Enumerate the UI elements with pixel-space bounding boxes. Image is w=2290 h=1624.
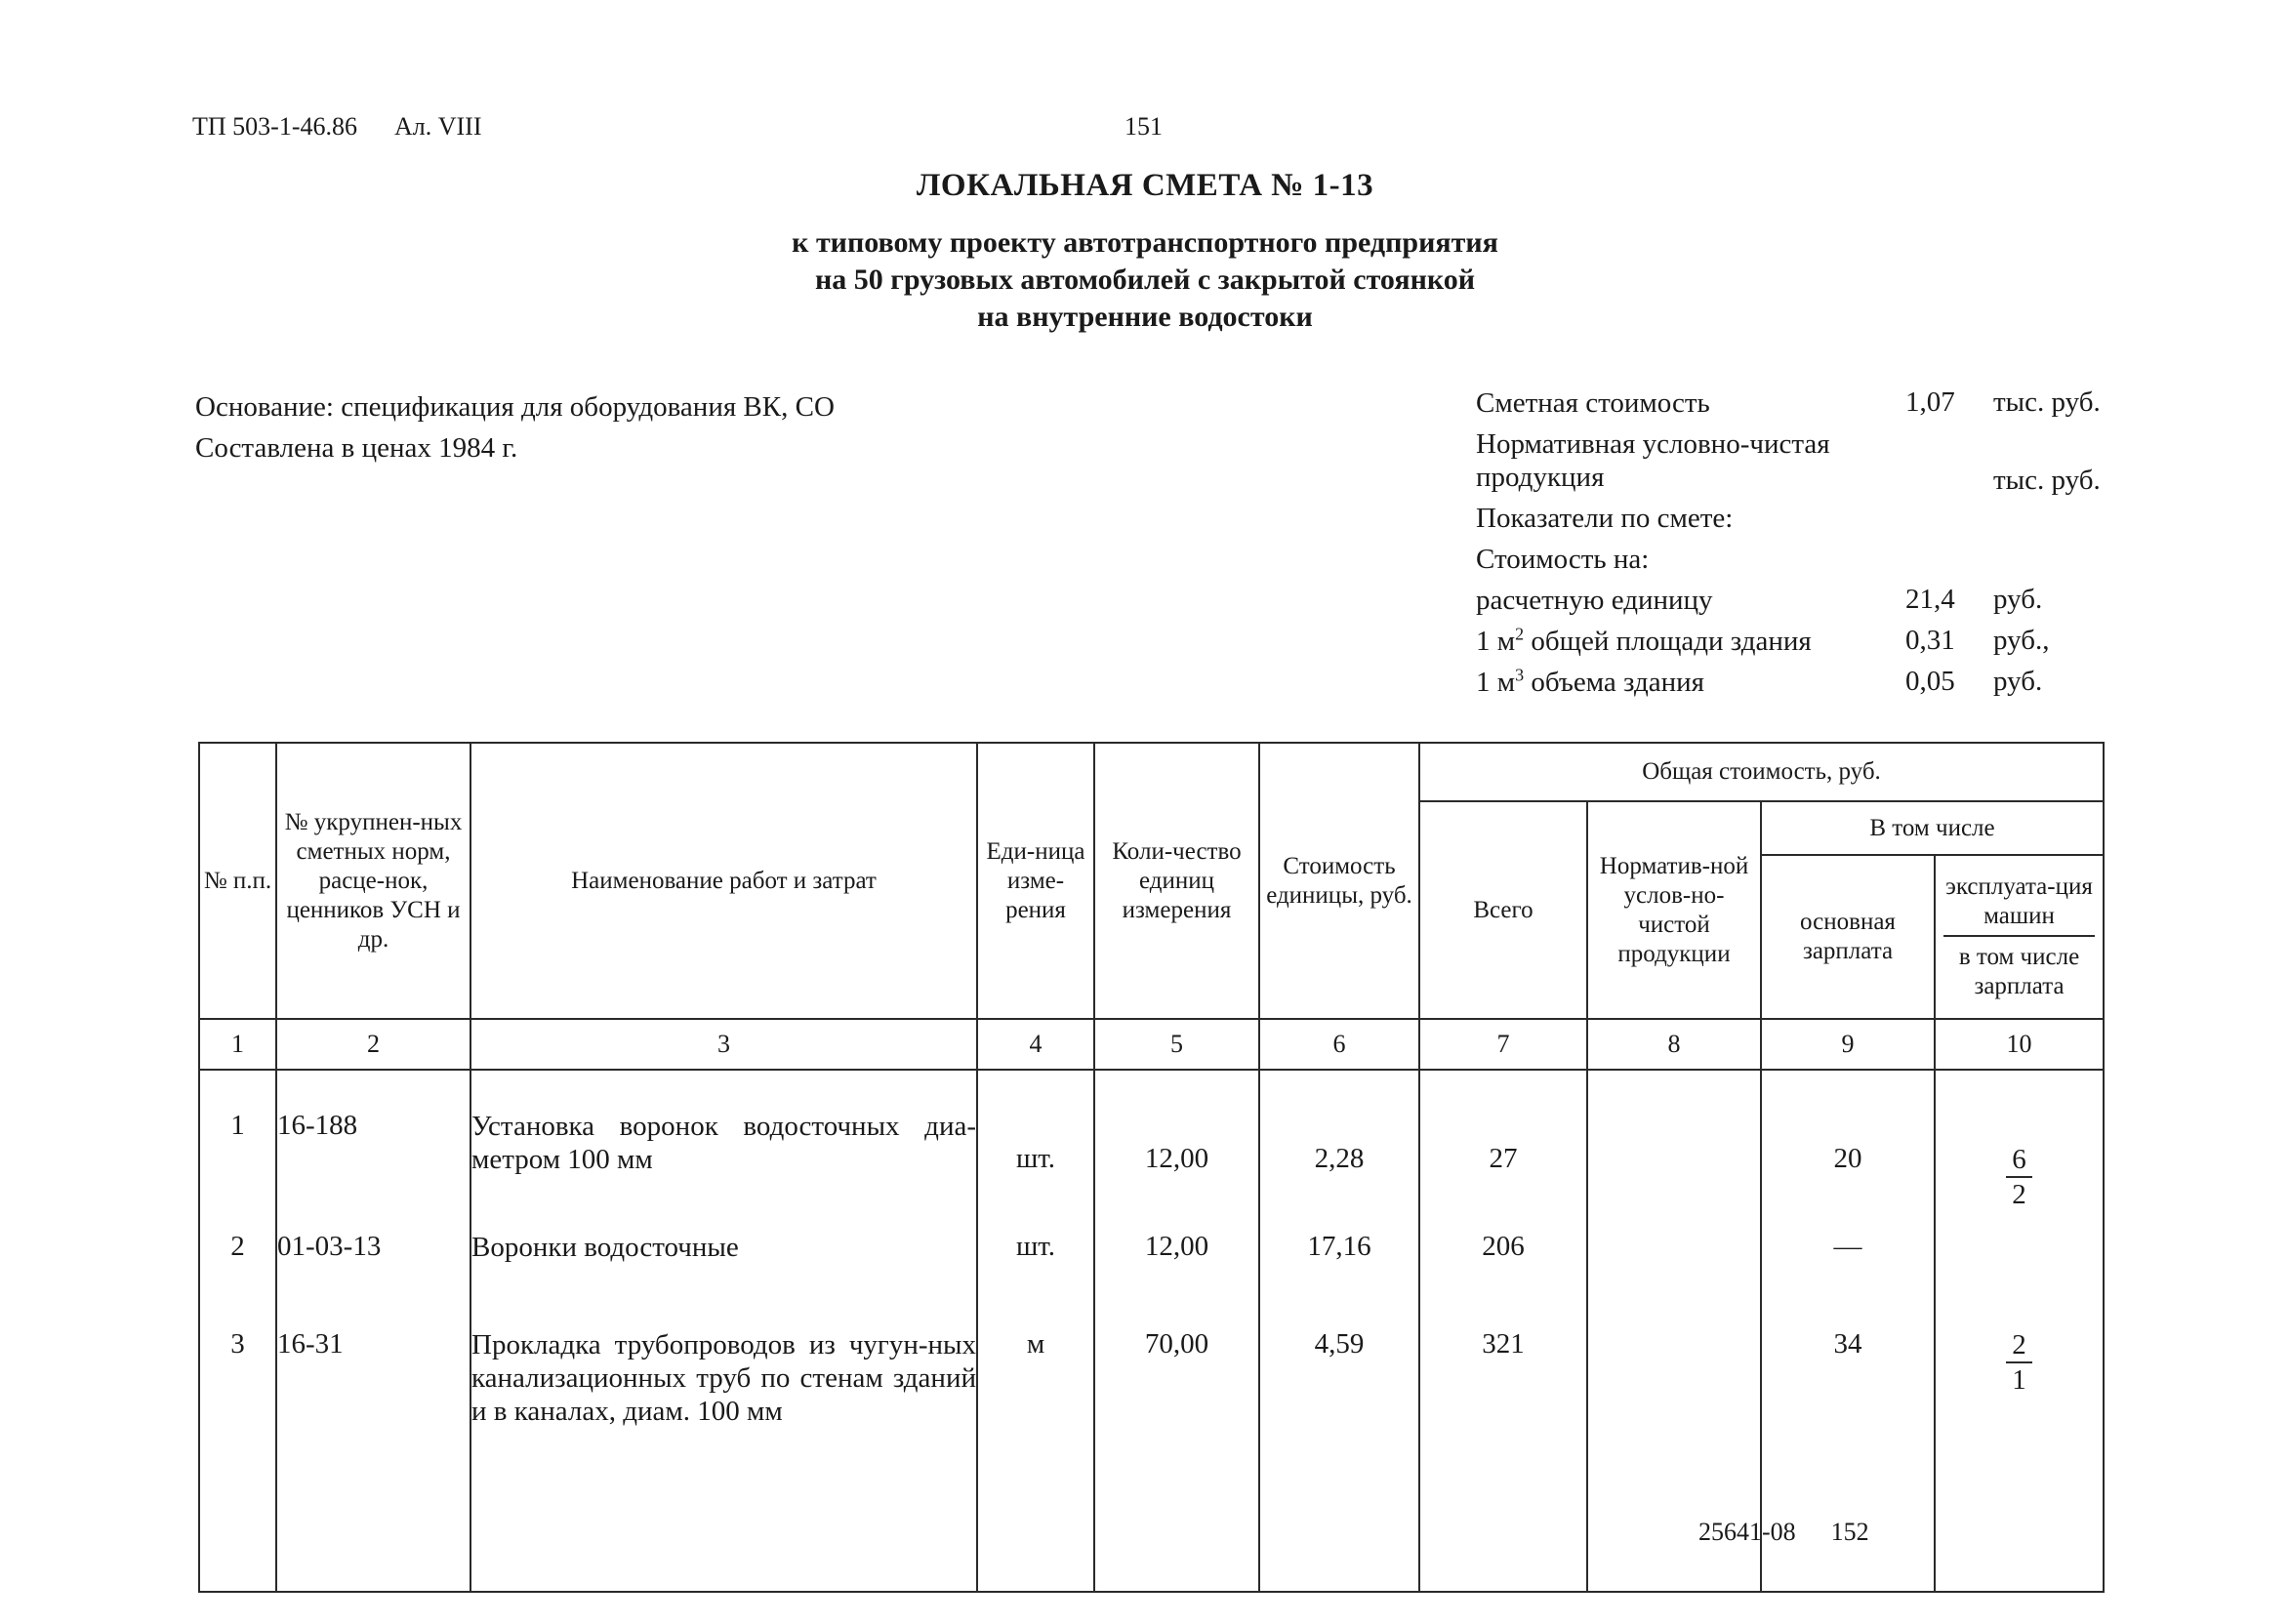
table-row xyxy=(199,1211,2104,1309)
normative-row xyxy=(1476,427,2101,502)
column-number: 7 xyxy=(1419,1019,1587,1070)
column-number: 4 xyxy=(977,1019,1094,1070)
row-normative xyxy=(1587,1309,1761,1592)
row-total: 321 xyxy=(1419,1309,1587,1592)
summary-block xyxy=(1476,386,2101,707)
row-normative xyxy=(1587,1211,1761,1309)
row-unit-price: 4,59 xyxy=(1259,1309,1419,1592)
area-cost-unit: руб., xyxy=(1993,625,2050,656)
header-including: В том числе xyxy=(1761,801,2104,855)
estimated-cost-value: 1,07 xyxy=(1905,386,1955,418)
row-machine-cell xyxy=(1935,1070,2104,1211)
volume-cost-row xyxy=(1476,666,2101,707)
footer xyxy=(1698,1518,1869,1547)
estimated-cost-label: Сметная стоимость xyxy=(1476,387,1710,419)
area-label-sup: 2 xyxy=(1515,624,1525,644)
page-subtitle xyxy=(0,224,2290,336)
unit-cost-label: расчетную единицу xyxy=(1476,585,1713,616)
subtitle-line-3: на внутренние водостоки xyxy=(977,301,1313,333)
row-code: 01-03-13 xyxy=(276,1211,470,1309)
row-quantity: 12,00 xyxy=(1094,1070,1259,1211)
row-number: 2 xyxy=(199,1211,276,1309)
header-normative: Норматив-ной услов-но-чистой продукции xyxy=(1587,801,1761,1019)
row-base-wage: 34 xyxy=(1761,1309,1935,1592)
header-norm-code: № укрупнен-ных сметных норм, расце-нок, ценников УСН и др. xyxy=(276,743,470,1019)
volume-cost-unit: руб. xyxy=(1993,666,2043,697)
volume-cost-value: 0,05 xyxy=(1905,666,1955,697)
row-name: Прокладка трубопроводов из чугун-ных канализационных труб по стенам зданий и в каналах, диам. 100 мм xyxy=(470,1309,977,1592)
header-machine-operation xyxy=(1935,855,2104,1019)
row-total: 206 xyxy=(1419,1211,1587,1309)
column-number: 1 xyxy=(199,1019,276,1070)
machine-cost: 2 xyxy=(2006,1328,2032,1363)
row-quantity: 70,00 xyxy=(1094,1309,1259,1592)
normative-unit: тыс. руб. xyxy=(1993,465,2101,496)
row-code: 16-188 xyxy=(276,1070,470,1211)
area-cost-row xyxy=(1476,625,2101,666)
row-name: Установка воронок водосточных диа-метром 100 мм xyxy=(470,1070,977,1211)
estimate-table xyxy=(198,742,2105,1593)
row-name: Воронки водосточные xyxy=(470,1211,977,1309)
machine-cost: 6 xyxy=(2006,1143,2032,1178)
row-unit: шт. xyxy=(977,1070,1094,1211)
column-number: 8 xyxy=(1587,1019,1761,1070)
header-machine-wage: в том числе зарплата xyxy=(1943,935,2095,1001)
indicators-row xyxy=(1476,502,2101,543)
row-number: 3 xyxy=(199,1309,276,1592)
row-machine-cell xyxy=(1935,1211,2104,1309)
area-label-post: общей площади здания xyxy=(1524,626,1812,657)
normative-label-line-1: Нормативная условно-чистая xyxy=(1476,428,1830,460)
normative-label-line-2: продукция xyxy=(1476,462,1605,493)
project-code: ТП 503-1-46.86 xyxy=(192,112,357,141)
header-row-number: № п.п. xyxy=(199,743,276,1019)
volume-label-post: объема здания xyxy=(1524,667,1704,698)
unit-cost-row xyxy=(1476,584,2101,625)
volume-label-sup: 3 xyxy=(1515,665,1525,685)
page-number: 151 xyxy=(1125,112,1163,141)
unit-cost-unit: руб. xyxy=(1993,584,2043,615)
machine-fraction xyxy=(2006,1328,2032,1397)
header-unit: Еди-ница изме-рения xyxy=(977,743,1094,1019)
machine-fraction xyxy=(2006,1143,2032,1211)
row-unit-price: 2,28 xyxy=(1259,1070,1419,1211)
volume-label-pre: 1 м xyxy=(1476,667,1516,698)
page-title: ЛОКАЛЬНАЯ СМЕТА № 1-13 xyxy=(916,168,1374,203)
column-number: 3 xyxy=(470,1019,977,1070)
column-number: 10 xyxy=(1935,1019,2104,1070)
header-machine-top: эксплуата-ция машин xyxy=(1945,873,2093,929)
column-number-row xyxy=(199,1019,2104,1070)
normative-label xyxy=(1476,427,1830,494)
column-number: 5 xyxy=(1094,1019,1259,1070)
area-label-pre: 1 м xyxy=(1476,626,1516,657)
estimated-cost-row xyxy=(1476,386,2101,427)
header-work-name: Наименование работ и затрат xyxy=(470,743,977,1019)
cost-on-row xyxy=(1476,543,2101,584)
row-unit-price: 17,16 xyxy=(1259,1211,1419,1309)
estimated-cost-unit: тыс. руб. xyxy=(1993,386,2101,418)
area-cost-value: 0,31 xyxy=(1905,625,1955,656)
prices-year-line: Составлена в ценах 1984 г. xyxy=(195,432,518,464)
row-total: 27 xyxy=(1419,1070,1587,1211)
row-quantity: 12,00 xyxy=(1094,1211,1259,1309)
row-unit: м xyxy=(977,1309,1094,1592)
header-total-cost: Общая стоимость, руб. xyxy=(1419,743,2104,801)
row-base-wage: 20 xyxy=(1761,1070,1935,1211)
cost-on-label: Стоимость на: xyxy=(1476,544,1650,575)
basis-block xyxy=(195,386,835,468)
header-unit-cost: Стоимость единицы, руб. xyxy=(1259,743,1419,1019)
subtitle-line-1: к типовому проекту автотранспортного предприятия xyxy=(792,226,1498,259)
document-code xyxy=(192,112,482,142)
header-base-wage: основная зарплата xyxy=(1761,855,1935,1019)
column-number: 9 xyxy=(1761,1019,1935,1070)
row-unit: шт. xyxy=(977,1211,1094,1309)
table-row xyxy=(199,1070,2104,1211)
album-number: Ал. VIII xyxy=(393,112,482,141)
row-base-wage: — xyxy=(1761,1211,1935,1309)
machine-wage: 1 xyxy=(2012,1364,2026,1396)
row-normative xyxy=(1587,1070,1761,1211)
footer-page: 152 xyxy=(1830,1518,1869,1546)
header-quantity: Коли-чество единиц измерения xyxy=(1094,743,1259,1019)
footer-code: 25641-08 xyxy=(1698,1518,1796,1546)
indicators-label: Показатели по смете: xyxy=(1476,503,1734,534)
header-total: Всего xyxy=(1419,801,1587,1019)
machine-wage: 2 xyxy=(2012,1179,2026,1210)
unit-cost-value: 21,4 xyxy=(1905,584,1955,615)
subtitle-line-2: на 50 грузовых автомобилей с закрытой стоянкой xyxy=(814,264,1476,296)
volume-cost-label xyxy=(1476,666,1704,699)
row-machine-cell xyxy=(1935,1309,2104,1592)
basis-line: Основание: спецификация для оборудования ВК, СО xyxy=(195,391,835,423)
row-code: 16-31 xyxy=(276,1309,470,1592)
row-number: 1 xyxy=(199,1070,276,1211)
column-number: 6 xyxy=(1259,1019,1419,1070)
area-cost-label xyxy=(1476,625,1812,658)
column-number: 2 xyxy=(276,1019,470,1070)
table-row xyxy=(199,1309,2104,1592)
